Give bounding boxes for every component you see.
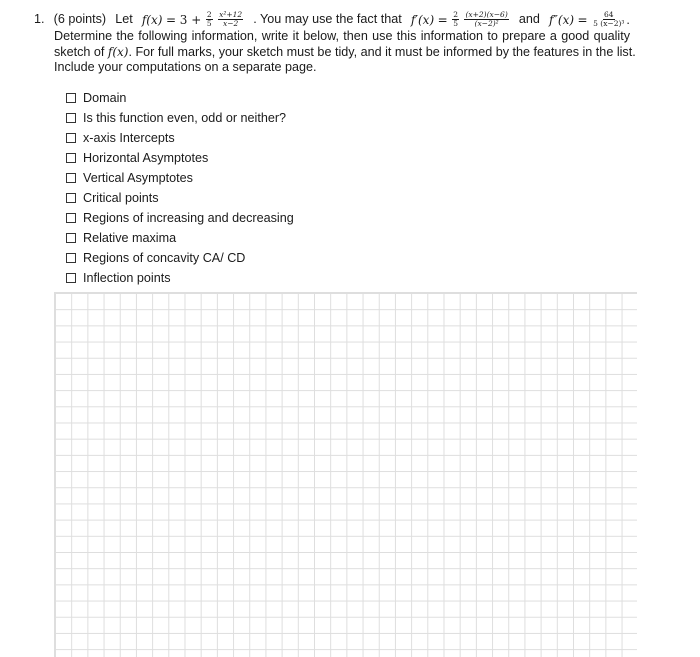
fp-eq: = <box>437 12 448 27</box>
fx-frac-num: x²+12 <box>219 9 243 19</box>
checkbox-icon[interactable] <box>66 253 76 263</box>
problem-first-line <box>34 11 630 29</box>
fp-lhs: f′(x) <box>410 12 435 27</box>
checklist-item <box>66 168 294 188</box>
line3-fx: f(x) <box>107 44 129 59</box>
checklist-label: Vertical Asymptotes <box>83 171 193 185</box>
checklist-label: Regions of increasing and decreasing <box>83 211 294 225</box>
fx-frac-den: x−2 <box>222 18 239 28</box>
problem-line-2: Determine the following information, write it below, then use this information to prepare a good quality <box>54 29 630 43</box>
checklist-label: x-axis Intercepts <box>83 131 175 145</box>
you-may-use-text: . You may use the fact that <box>253 12 402 27</box>
problem-line-3 <box>34 44 636 61</box>
fp-coefficient <box>452 11 459 28</box>
checklist-label: Domain <box>83 91 127 105</box>
checkbox-icon[interactable] <box>66 153 76 163</box>
fx-fraction <box>218 11 243 28</box>
fp-coeff-den: 5 <box>453 18 458 28</box>
checkbox-icon[interactable] <box>66 273 76 283</box>
fp-frac-den: (x−2)² <box>474 18 499 28</box>
line3-text-a: sketch of <box>54 44 105 59</box>
fpp-fraction <box>592 11 625 28</box>
fpp-lhs: f″(x) <box>548 12 575 27</box>
checklist-item <box>66 208 294 228</box>
checklist-item <box>66 108 294 128</box>
line3-text-b: . For full marks, your sketch must be tidy, and it must be informed by the features in the list. <box>128 44 636 59</box>
checkbox-icon[interactable] <box>66 133 76 143</box>
fpp-eq: = <box>577 12 588 27</box>
checklist-item <box>66 88 294 108</box>
fp-fraction <box>464 11 508 28</box>
checklist-item <box>66 248 294 268</box>
and-text: and <box>518 12 540 27</box>
checkbox-icon[interactable] <box>66 93 76 103</box>
checkbox-icon[interactable] <box>66 193 76 203</box>
checklist-item <box>66 268 294 288</box>
checklist-item <box>66 188 294 208</box>
fx-coefficient <box>206 11 213 28</box>
problem-points: (6 points) <box>53 12 107 27</box>
checkbox-icon[interactable] <box>66 113 76 123</box>
checklist-item <box>66 228 294 248</box>
final-period: . <box>626 12 630 27</box>
fpp-frac-num: 64 <box>603 9 614 19</box>
checklist-label: Regions of concavity CA/ CD <box>83 251 246 265</box>
checklist-item <box>66 148 294 168</box>
checkbox-icon[interactable] <box>66 233 76 243</box>
feature-checklist <box>66 88 294 288</box>
checkbox-icon[interactable] <box>66 173 76 183</box>
fx-coeff-num: 2 <box>206 9 212 19</box>
problem-line-4: Include your computations on a separate page. <box>54 60 317 75</box>
checklist-label: Inflection points <box>83 271 171 285</box>
checklist-label: Horizontal Asymptotes <box>83 151 209 165</box>
checklist-label: Relative maxima <box>83 231 177 245</box>
sketch-grid[interactable] <box>54 292 637 657</box>
fpp-frac-den: 5 (x−2)³ <box>593 18 625 28</box>
first-derivative <box>410 9 510 29</box>
fp-coeff-num: 2 <box>453 9 458 19</box>
problem-statement <box>34 11 634 76</box>
function-definition <box>141 9 244 29</box>
fx-eq: = 3 + <box>165 12 202 27</box>
checkbox-icon[interactable] <box>66 213 76 223</box>
problem-number: 1. <box>34 12 45 27</box>
fx-lhs: f(x) <box>141 12 163 27</box>
checklist-label: Critical points <box>83 191 159 205</box>
checklist-label: Is this function even, odd or neither? <box>83 111 287 125</box>
second-derivative <box>548 9 630 29</box>
checklist-item <box>66 128 294 148</box>
intro-prefix: Let <box>115 12 133 27</box>
fx-coeff-den: 5 <box>206 18 212 28</box>
fp-frac-num: (x+2)(x−6) <box>465 9 508 19</box>
